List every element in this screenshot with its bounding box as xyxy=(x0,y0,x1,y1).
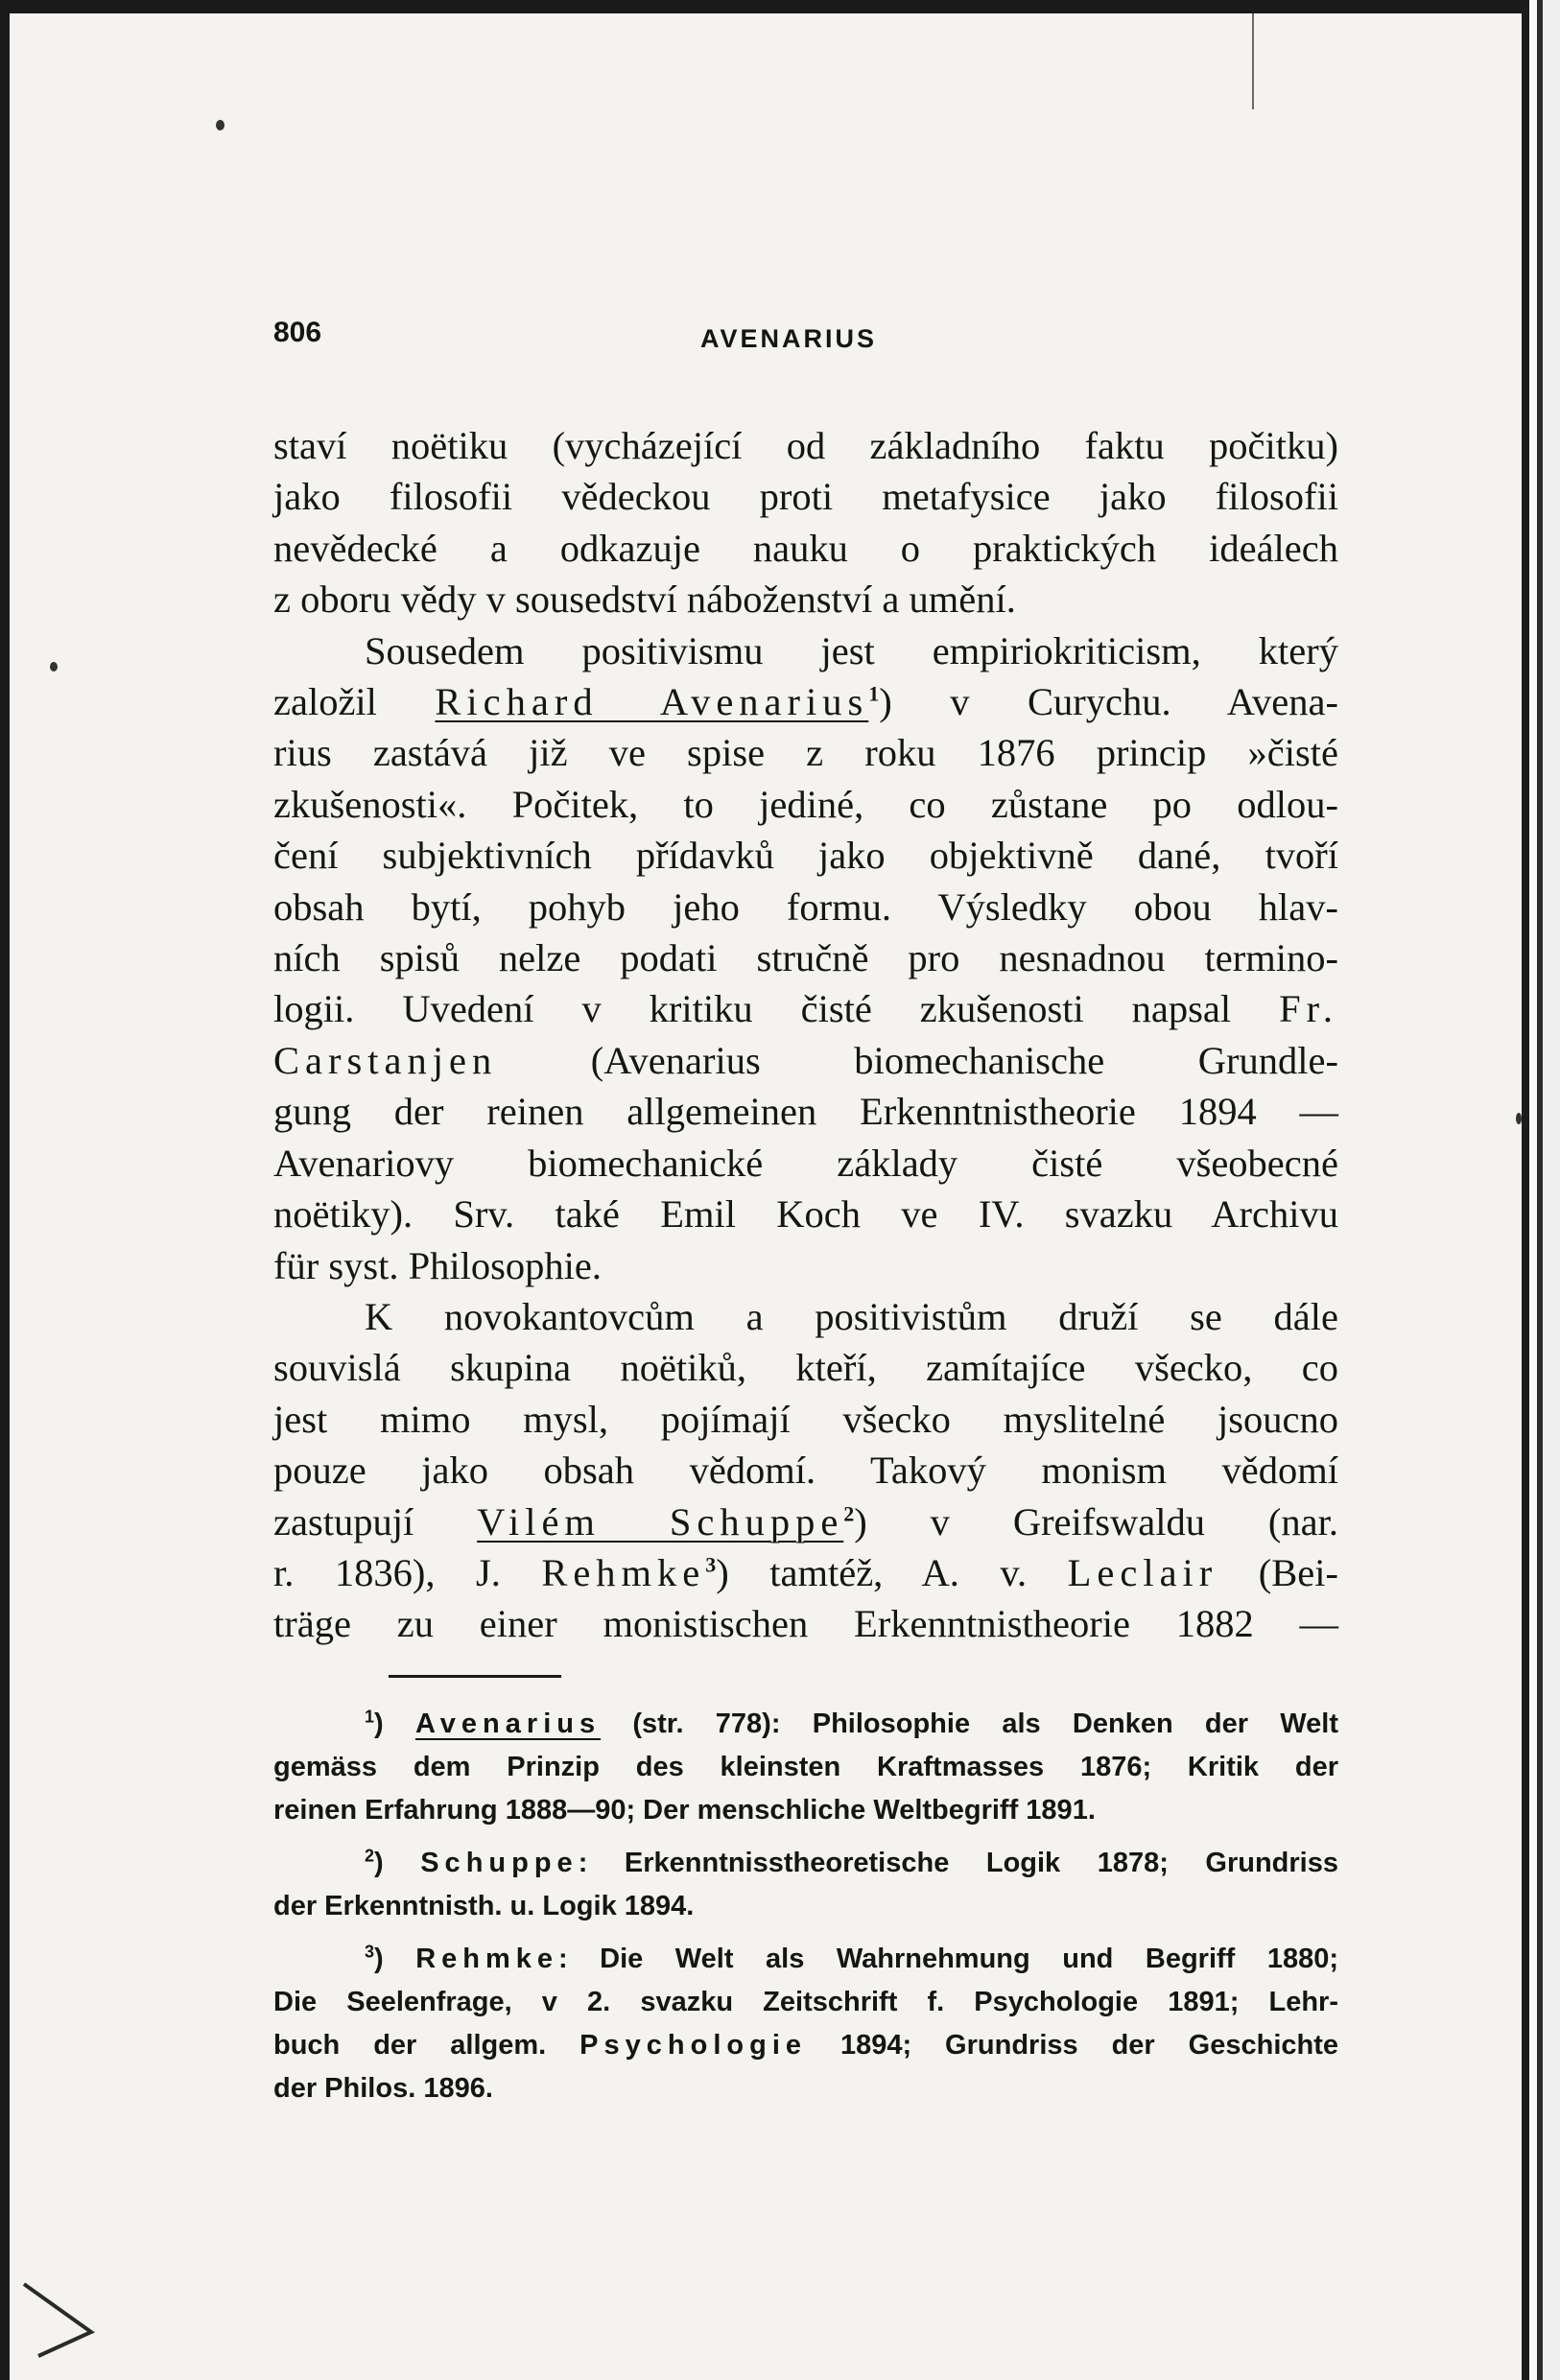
text-line: ních spisů nelze podati stručně pro nesnadnou termino- xyxy=(273,936,1338,980)
footnote-number: 2 xyxy=(365,1846,375,1866)
text-line: obsah bytí, pohyb jeho formu. Výsledky obou hlav- xyxy=(273,884,1338,929)
scan-speck xyxy=(1516,1113,1522,1124)
footnotes xyxy=(273,1703,1338,2110)
scan-border-right xyxy=(1522,0,1560,2380)
text-line: pouze jako obsah vědomí. Takový monism vědomí xyxy=(273,1449,1338,1493)
text-line: gung der reinen allgemeinen Erkenntnistheorie 1894 — xyxy=(273,1090,1338,1134)
running-head xyxy=(273,317,1338,363)
text-line: Avenariovy biomechanické základy čisté všeobecné xyxy=(273,1141,1338,1185)
footnote-ref: 3 xyxy=(705,1552,717,1577)
footnote-line: $^3$) Rehmke: Die Welt als Wahrnehmung und Begriff 1880; xyxy=(365,1942,1339,1974)
text-line: zkušenosti«. Počitek, to jediné, co zůstane po odlou- xyxy=(273,782,1338,826)
text-line: träge zu einer monistischen Erkenntnistheorie 1882 — xyxy=(273,1602,1338,1646)
footnote-line: der Philos. 1896. xyxy=(273,2072,493,2104)
footnote-line: buch der allgem. Psychologie 1894; Grundriss der Geschichte xyxy=(273,2029,1339,2061)
body-text xyxy=(273,420,1338,1650)
footnote-divider xyxy=(389,1675,561,1678)
page-number: 806 xyxy=(273,317,322,348)
footnote-ref: 2 xyxy=(843,1501,855,1526)
text-line: K novokantovcům a positivistům druží se dále xyxy=(365,1294,1338,1338)
person-name: Carstanjen xyxy=(273,1038,498,1082)
scan-speck xyxy=(50,662,58,672)
person-name: Rehmke xyxy=(415,1943,559,1974)
scan-speck xyxy=(216,120,225,130)
text-line: čení subjektivních přídavků jako objektivně dané, tvoří xyxy=(273,834,1338,878)
scan-border-top xyxy=(0,0,1560,13)
person-name: Richard Avenarius xyxy=(435,680,869,724)
running-title: AVENARIUS xyxy=(700,324,878,353)
footnote-ref: 1 xyxy=(868,681,880,706)
text-line: jest mimo mysl, pojímají všecko myslitelné jsoucno xyxy=(273,1397,1338,1441)
footnote-number: 1 xyxy=(365,1707,375,1727)
person-name: Avenarius xyxy=(414,1708,602,1739)
spaced-word: Psychologie xyxy=(579,2029,807,2061)
text-line: z oboru vědy v sousedství náboženství a umění. xyxy=(273,577,1016,622)
text-line: nevědecké a odkazuje nauku o praktických ideálech xyxy=(273,526,1338,570)
footnote-line: $^1$) Avenarius (str. 778): Philosophie als Denken der Welt xyxy=(365,1707,1338,1739)
text-line: logii. Uvedení v kritiku čisté zkušenosti napsal Fr. xyxy=(273,987,1338,1031)
text-line: noëtiky). Srv. také Emil Koch ve IV. svazku Archivu xyxy=(273,1192,1338,1237)
footnote-line: reinen Erfahrung 1888—90; Der menschliche Weltbegriff 1891. xyxy=(273,1794,1096,1826)
book-page xyxy=(273,317,1338,2110)
text-line: souvislá skupina noëtiků, kteří, zamítajíce všecko, co xyxy=(273,1346,1338,1390)
text-line: r. 1836), J. Rehmke$^3$) tamtéž, A. v. Leclair (Bei- xyxy=(273,1550,1338,1594)
person-name: Fr. xyxy=(1279,987,1338,1031)
person-name: Schuppe xyxy=(420,1847,579,1878)
scan-artifact-rule xyxy=(1252,13,1254,109)
text-line: rius zastává již ve spise z roku 1876 princip »čisté xyxy=(273,731,1338,775)
text-line: staví noëtiku (vycházející od základního faktu počitku) xyxy=(273,424,1338,467)
scan-border-left xyxy=(0,0,10,2380)
text-line: Sousedem positivismu jest empiriokriticism, který xyxy=(365,628,1338,672)
text-line: jako filosofii vědeckou proti metafysice jako filosofii xyxy=(273,475,1338,519)
person-name: Vilém Schuppe xyxy=(477,1499,844,1543)
text-line: založil Richard Avenarius$^1$) v Curychu. Avena- xyxy=(273,680,1338,724)
footnote-line: der Erkenntnisth. u. Logik 1894. xyxy=(273,1890,695,1921)
person-name: Rehmke xyxy=(541,1550,706,1594)
text-line: Carstanjen (Avenarius biomechanische Grundle- xyxy=(273,1038,1338,1082)
footnote-number: 3 xyxy=(365,1942,375,1962)
corner-scan-mark xyxy=(19,2274,106,2361)
text-line: zastupují Vilém Schuppe$^2$) v Greifswaldu (nar. xyxy=(273,1499,1338,1543)
text-line: für syst. Philosophie. xyxy=(273,1243,603,1287)
person-name: Leclair xyxy=(1067,1550,1218,1594)
footnote-line: $^2$) Schuppe: Erkenntnisstheoretische Logik 1878; Grundriss xyxy=(365,1846,1339,1878)
footnote-line: gemäss dem Prinzip des kleinsten Kraftmasses 1876; Kritik der xyxy=(273,1751,1338,1782)
footnote-line: Die Seelenfrage, v 2. svazku Zeitschrift f. Psychologie 1891; Lehr- xyxy=(273,1986,1338,2017)
